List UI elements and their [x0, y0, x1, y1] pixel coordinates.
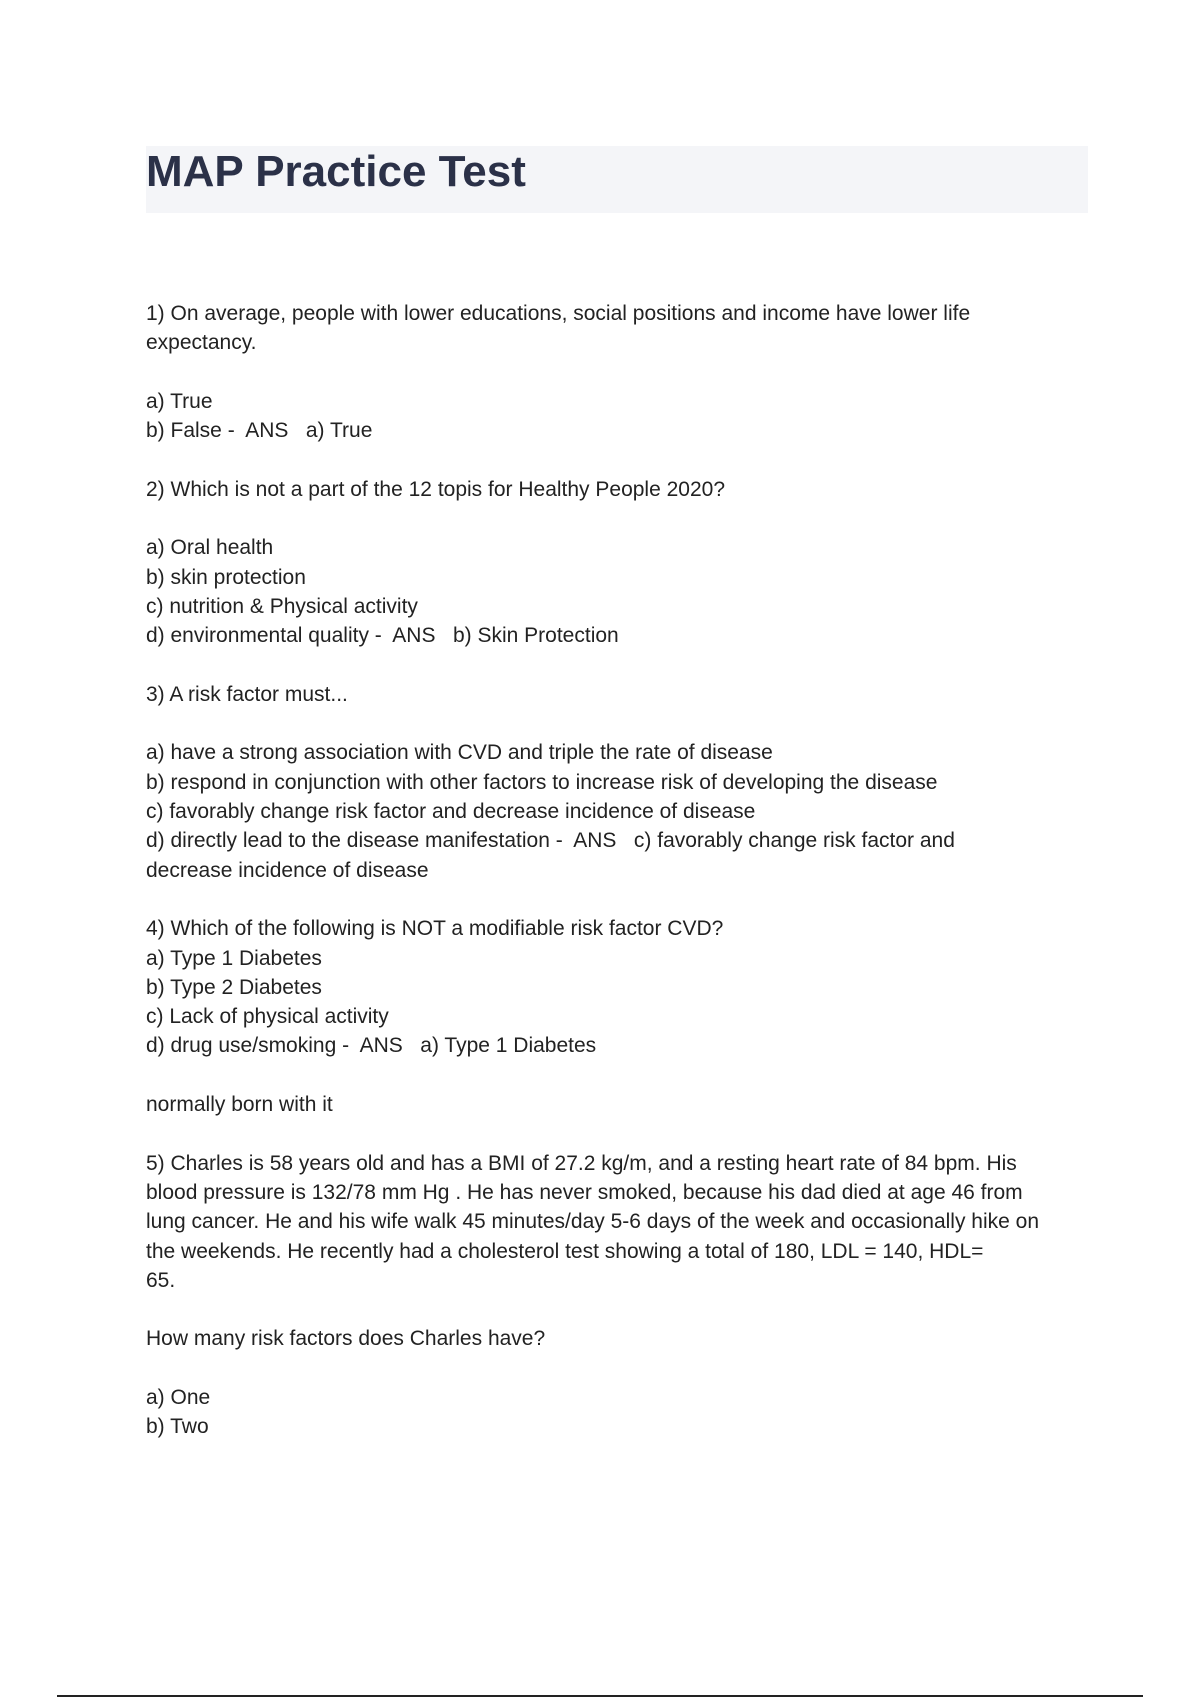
answer-option: b) Type 2 Diabetes	[146, 975, 322, 999]
question-text: 3) A risk factor must...	[146, 682, 348, 706]
answer-option: d) environmental quality - ANS b) Skin Protection	[146, 624, 619, 648]
question-text: the weekends. He recently had a cholesterol test showing a total of 180, LDL = 140, HDL=	[146, 1239, 984, 1263]
answer-note: normally born with it	[146, 1093, 333, 1117]
answer-option: b) False - ANS a) True	[146, 419, 373, 443]
question-text: expectancy.	[146, 331, 257, 355]
answer-option: a) have a strong association with CVD and triple the rate of disease	[146, 741, 773, 765]
question-text: 65.	[146, 1268, 176, 1292]
answer-option: a) Type 1 Diabetes	[146, 946, 322, 970]
answer-option: c) Lack of physical activity	[146, 1005, 389, 1029]
question-3	[146, 680, 1096, 885]
answer-option: a) True	[146, 389, 213, 413]
question-text: 2) Which is not a part of the 12 topis for Healthy People 2020?	[146, 477, 726, 501]
question-2	[146, 475, 1096, 651]
footer-divider	[57, 1695, 1143, 1697]
answer-option: b) Two	[146, 1415, 209, 1439]
question-4	[146, 914, 1096, 1119]
answer-option: a) One	[146, 1385, 211, 1409]
question-5	[146, 1149, 1096, 1442]
answer-option: b) skin protection	[146, 565, 306, 589]
answer-option: a) Oral health	[146, 536, 274, 560]
question-text: blood pressure is 132/78 mm Hg . He has never smoked, because his dad died at age 46 from	[146, 1180, 1023, 1204]
answer-option: decrease incidence of disease	[146, 858, 429, 882]
question-text: 4) Which of the following is NOT a modifiable risk factor CVD?	[146, 917, 724, 941]
question-1	[146, 299, 1096, 445]
answer-option: b) respond in conjunction with other factors to increase risk of developing the disease	[146, 770, 938, 794]
question-prompt: How many risk factors does Charles have?	[146, 1327, 546, 1351]
question-text: 5) Charles is 58 years old and has a BMI of 27.2 kg/m, and a resting heart rate of 84 bpm. His	[146, 1151, 1017, 1175]
question-text: lung cancer. He and his wife walk 45 minutes/day 5-6 days of the week and occasionally hike on	[146, 1210, 1040, 1234]
answer-option: d) directly lead to the disease manifestation - ANS c) favorably change risk factor and	[146, 829, 955, 853]
answer-option: c) favorably change risk factor and decrease incidence of disease	[146, 800, 756, 824]
answer-option: d) drug use/smoking - ANS a) Type 1 Diabetes	[146, 1034, 597, 1058]
answer-option: c) nutrition & Physical activity	[146, 594, 418, 618]
question-list	[146, 299, 1096, 1442]
question-text: 1) On average, people with lower educations, social positions and income have lower life	[146, 302, 971, 325]
page-title: MAP Practice Test	[146, 147, 526, 196]
